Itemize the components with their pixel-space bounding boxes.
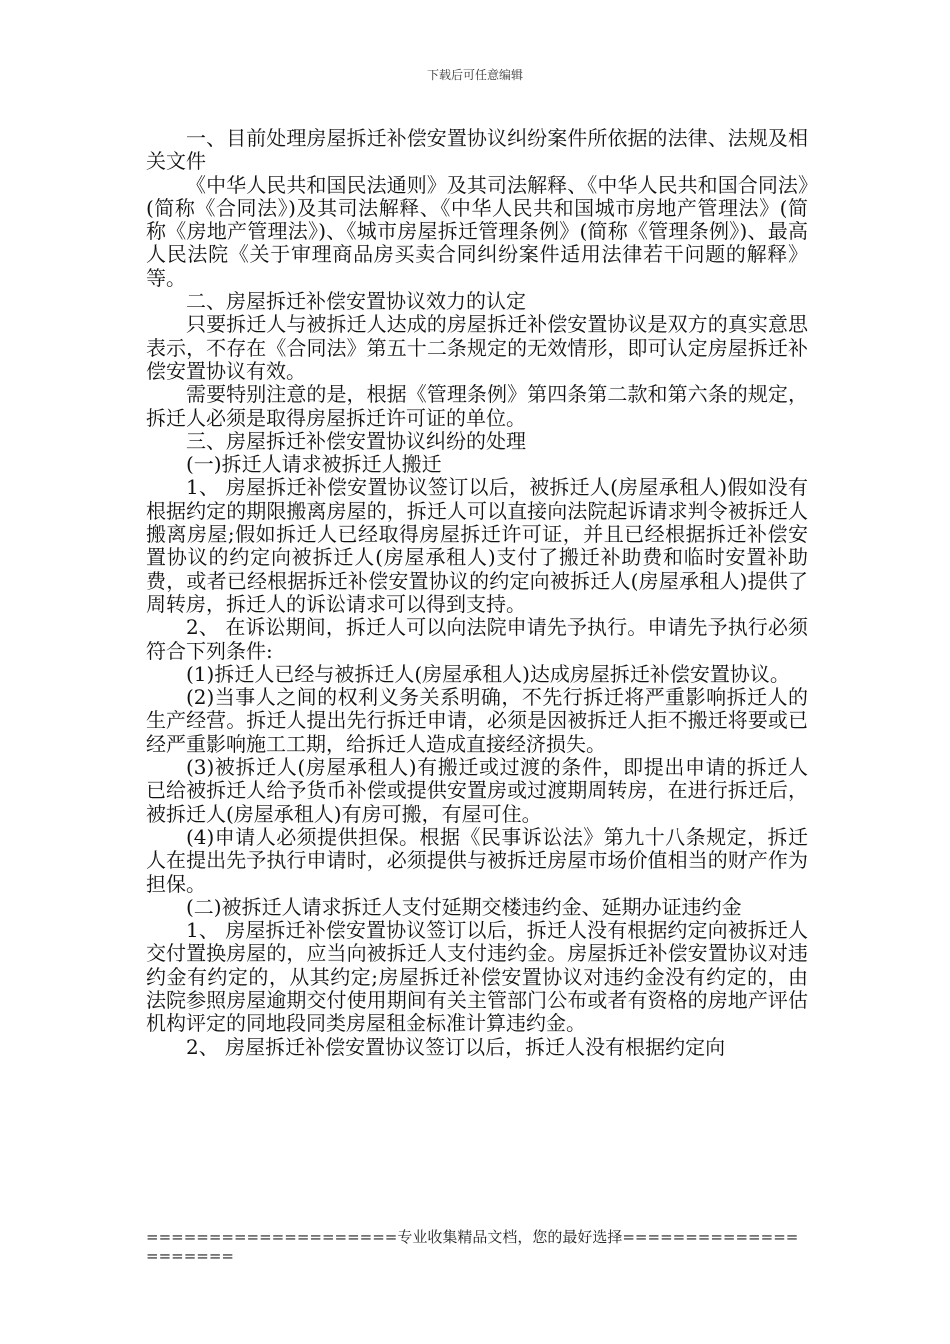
document-body xyxy=(146,127,808,1059)
paragraph-subheading-2: (二)被拆迁人请求拆迁人支付延期交楼违约金、延期办证违约金 xyxy=(186,894,742,919)
paragraph-condition-2: (2)当事人之间的权利义务关系明确，不先行拆迁将严重影响拆迁人的生产经营。拆迁人提出先行拆迁申请，必须是因被拆迁人拒不搬迁将要或已经严重影响施工工期，给拆迁人造成直接经济损失。 xyxy=(146,685,808,756)
paragraph-heading-1: 一、目前处理房屋拆迁补偿安置协议纠纷案件所依据的法律、法规及相关文件 xyxy=(146,126,808,174)
paragraph-subheading-1: (一)拆迁人请求被拆迁人搬迁 xyxy=(186,452,442,477)
paragraph-note: 需要特别注意的是，根据《管理条例》第四条第二款和第六条的规定，拆迁人必须是取得房屋拆迁许可证的单位。 xyxy=(146,382,808,430)
page-footer: ====================专业收集精品文档，您的最好选择===================== xyxy=(146,1228,799,1265)
paragraph-item-4: 2、 房屋拆迁补偿安置协议签订以后，拆迁人没有根据约定向 xyxy=(186,1034,726,1059)
paragraph-heading-3: 三、房屋拆迁补偿安置协议纠纷的处理 xyxy=(186,428,526,453)
paragraph-item-2: 2、 在诉讼期间，拆迁人可以向法院申请先予执行。申请先予执行必须符合下列条件: xyxy=(146,615,808,663)
page-header-note: 下载后可任意编辑 xyxy=(426,68,523,82)
paragraph-condition-4: (4)申请人必须提供担保。根据《民事诉讼法》第九十八条规定，拆迁人在提出先予执行申请时，必须提供与被拆迁房屋市场价值相当的财产作为担保。 xyxy=(146,824,808,896)
paragraph-condition-3: (3)被拆迁人(房屋承租人)有搬迁或过渡的条件，即提出申请的拆迁人已给被拆迁人给予货币补偿或提供安置房或过渡期周转房，在进行拆迁后，被拆迁人(房屋承租人)有房可搬，有屋可住。 xyxy=(146,755,808,826)
paragraph-item-3: 1、 房屋拆迁补偿安置协议签订以后，拆迁人没有根据约定向被拆迁人交付置换房屋的，应当向被拆迁人支付违约金。房屋拆迁补偿安置协议对违约金有约定的，从其约定;房屋拆迁补偿安置协议对违约金没有约定的，由法院参照房屋逾期交付使用期间有关主管部门公布或者有资格的房地产评估机构评定的同地段同类房屋租金标准计算违约金。 xyxy=(146,918,808,1036)
paragraph-laws-list: 《中华人民共和国民法通则》及其司法解释、《中华人民共和国合同法》(简称《合同法》)及其司法解释、《中华人民共和国城市房地产管理法》(简称《房地产管理法》)、《城市房屋拆迁管理条例》(简称《管理条例》)、最高人民法院《关于审理商品房买卖合同纠纷案件适用法律若干问题的解释》等。 xyxy=(146,172,808,290)
paragraph-condition-1: (1)拆迁人已经与被拆迁人(房屋承租人)达成房屋拆迁补偿安置协议。 xyxy=(186,661,790,686)
paragraph-item-1: 1、 房屋拆迁补偿安置协议签订以后，被拆迁人(房屋承租人)假如没有根据约定的期限搬离房屋的，拆迁人可以直接向法院起诉请求判令被拆迁人搬离房屋;假如拆迁人已经取得房屋拆迁许可证，并且已经根据拆迁补偿安置协议的约定向被拆迁人(房屋承租人)支付了搬迁补助费和临时安置补助费，或者已经根据拆迁补偿安置协议的约定向被拆迁人(房屋承租人)提供了周转房，拆迁人的诉讼请求可以得到支持。 xyxy=(146,475,808,616)
paragraph-validity: 只要拆迁人与被拆迁人达成的房屋拆迁补偿安置协议是双方的真实意思表示，不存在《合同法》第五十二条规定的无效情形，即可认定房屋拆迁补偿安置协议有效。 xyxy=(146,312,808,383)
paragraph-heading-2: 二、房屋拆迁补偿安置协议效力的认定 xyxy=(186,289,526,314)
